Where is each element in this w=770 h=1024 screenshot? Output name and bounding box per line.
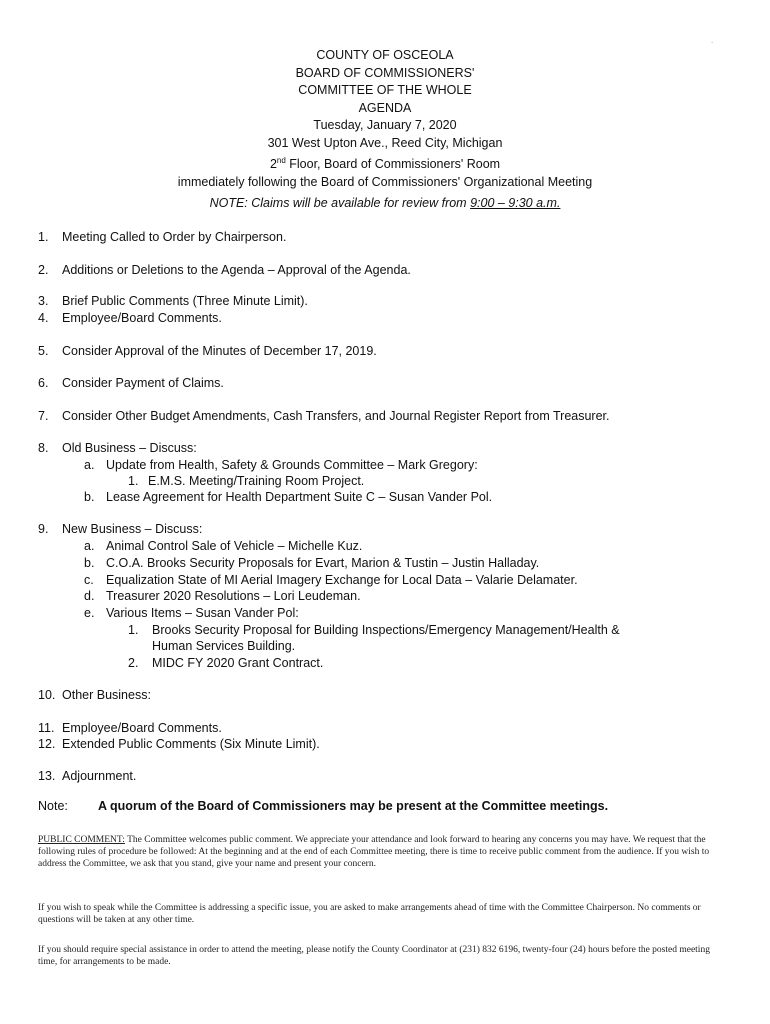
item-number: 2.: [128, 656, 139, 670]
item-text: Extended Public Comments (Six Minute Limit).: [62, 737, 320, 751]
agenda-subsubitem-continued: [128, 638, 295, 654]
item-text: Equalization State of MI Aerial Imagery Exchange for Local Data – Valarie Delamater.: [106, 573, 578, 587]
agenda-item: [38, 736, 320, 752]
item-number: 3.: [38, 294, 49, 308]
agenda-subitem: [84, 605, 299, 621]
item-number: 7.: [38, 409, 49, 423]
item-letter: b.: [84, 490, 95, 504]
agenda-subitem: [84, 555, 539, 571]
item-number: 6.: [38, 376, 49, 390]
item-text: Old Business – Discuss:: [62, 441, 197, 455]
item-text: Consider Payment of Claims.: [62, 376, 224, 390]
item-text: Meeting Called to Order by Chairperson.: [62, 230, 287, 244]
item-number: 1.: [128, 623, 139, 637]
item-letter: e.: [84, 606, 95, 620]
header-floor: [0, 152, 770, 174]
item-letter: a.: [84, 539, 95, 553]
public-comment-paragraph: [38, 834, 728, 870]
agenda-subitem: [84, 572, 578, 588]
item-letter: c.: [84, 573, 94, 587]
item-number: 11.: [38, 721, 55, 735]
header-floor-rest: Floor, Board of Commissioners' Room: [285, 157, 501, 172]
item-number: 12.: [38, 737, 56, 751]
item-number: 1.: [128, 474, 139, 488]
item-text: C.O.A. Brooks Security Proposals for Evart, Marion & Tustin – Justin Halladay.: [106, 556, 540, 570]
header-address: 301 West Upton Ave., Reed City, Michigan: [267, 135, 503, 150]
agenda-item: [38, 440, 197, 456]
agenda-item: [38, 768, 136, 784]
agenda-item: [38, 229, 286, 245]
agenda-item: [38, 293, 308, 309]
item-text: New Business – Discuss:: [62, 522, 203, 536]
item-text: Lease Agreement for Health Department Suite C – Susan Vander Pol.: [106, 490, 493, 504]
public-comment-label: PUBLIC COMMENT:: [38, 835, 125, 845]
item-text: Consider Approval of the Minutes of December 17, 2019.: [62, 344, 377, 358]
agenda-subsubitem: [128, 622, 620, 638]
agenda-item: [38, 375, 224, 391]
item-number: 8.: [38, 441, 49, 455]
agenda-item: [38, 521, 202, 537]
item-letter: b.: [84, 556, 95, 570]
item-letter: a.: [84, 458, 95, 472]
agenda-subitem: [84, 489, 492, 505]
agenda-subitem: [84, 538, 362, 554]
claims-note-time: 9:00 – 9:30 a.m.: [470, 196, 561, 210]
claims-note-text: NOTE: Claims will be available for review from: [209, 196, 471, 210]
agenda-item: [38, 343, 377, 359]
agenda-item: [38, 310, 222, 326]
item-text: Consider Other Budget Amendments, Cash Transfers, and Journal Register Report from Treasurer.: [62, 409, 610, 423]
agenda-subsubitem: [128, 655, 323, 671]
agenda-item: [38, 720, 222, 736]
item-text: Various Items – Susan Vander Pol:: [106, 606, 299, 620]
item-text: Human Services Building.: [152, 639, 296, 653]
agenda-item: [38, 262, 411, 278]
item-number: 1.: [38, 230, 49, 244]
header-county: COUNTY OF OSCEOLA: [316, 48, 454, 62]
item-number: 4.: [38, 311, 49, 325]
item-text: Employee/Board Comments.: [62, 721, 222, 735]
item-text: Additions or Deletions to the Agenda – Approval of the Agenda.: [62, 263, 411, 277]
item-number: 13.: [38, 769, 56, 783]
item-text: Animal Control Sale of Vehicle – Michelle Kuz.: [106, 539, 363, 553]
quorum-label: Note:: [38, 799, 68, 813]
item-number: 5.: [38, 344, 49, 358]
item-text: Adjournment.: [62, 769, 137, 783]
agenda-subsubitem: [128, 473, 364, 489]
item-text: MIDC FY 2020 Grant Contract.: [152, 656, 324, 670]
claims-note: [0, 196, 770, 210]
specific-issue-paragraph: If you wish to speak while the Committee is addressing a specific issue, you are asked to make arrangements ahead of time with the Committee Chairperson. No comments or questions will be taken at any other time.: [38, 903, 701, 925]
assistance-paragraph: If you should require special assistance in order to attend the meeting, please notify the County Coordinator at (231) 832 6196, twenty-four (24) hours before the posted meeting time, for arrangements to be made.: [38, 945, 710, 967]
agenda-item: [38, 687, 151, 703]
item-text: Brief Public Comments (Three Minute Limit).: [62, 294, 308, 308]
header-agenda: AGENDA: [358, 100, 412, 115]
page-mark: .: [711, 36, 714, 45]
agenda-header: [0, 47, 770, 191]
public-comment-text: The Committee welcomes public comment. We appreciate your attendance and look forward to hearing any concerns you may have. We request that the following rules of procedure be followed: At the beginning and at the end of each Committee meeting, there is time to receive public comment from the audience. If you wish to address the Committee, we ask that you stand, give your name and present your concern.: [38, 835, 710, 869]
header-date: Tuesday, January 7, 2020: [313, 118, 457, 132]
item-number: 10.: [38, 688, 56, 702]
item-text: E.M.S. Meeting/Training Room Project.: [148, 474, 365, 488]
quorum-note: [38, 799, 608, 813]
item-number: 2.: [38, 263, 49, 277]
header-board: BOARD OF COMMISSIONERS': [295, 65, 475, 80]
item-text: Employee/Board Comments.: [62, 311, 222, 325]
item-text: Treasurer 2020 Resolutions – Lori Leudeman.: [106, 589, 361, 603]
item-letter: d.: [84, 589, 95, 603]
item-text: Brooks Security Proposal for Building Inspections/Emergency Management/Health &: [152, 623, 620, 637]
header-floor-sup: nd: [276, 156, 286, 165]
item-text: Other Business:: [62, 688, 151, 702]
agenda-subitem: [84, 588, 361, 604]
item-text: Update from Health, Safety & Grounds Committee – Mark Gregory:: [106, 458, 478, 472]
quorum-text: A quorum of the Board of Commissioners may be present at the Committee meetings.: [98, 799, 609, 813]
header-timing: immediately following the Board of Commissioners' Organizational Meeting: [177, 174, 593, 189]
agenda-item: [38, 408, 609, 424]
item-number: 9.: [38, 522, 49, 536]
header-floor-num: 2: [269, 157, 277, 172]
agenda-subitem: [84, 457, 478, 473]
header-committee: COMMITTEE OF THE WHOLE: [298, 83, 472, 97]
